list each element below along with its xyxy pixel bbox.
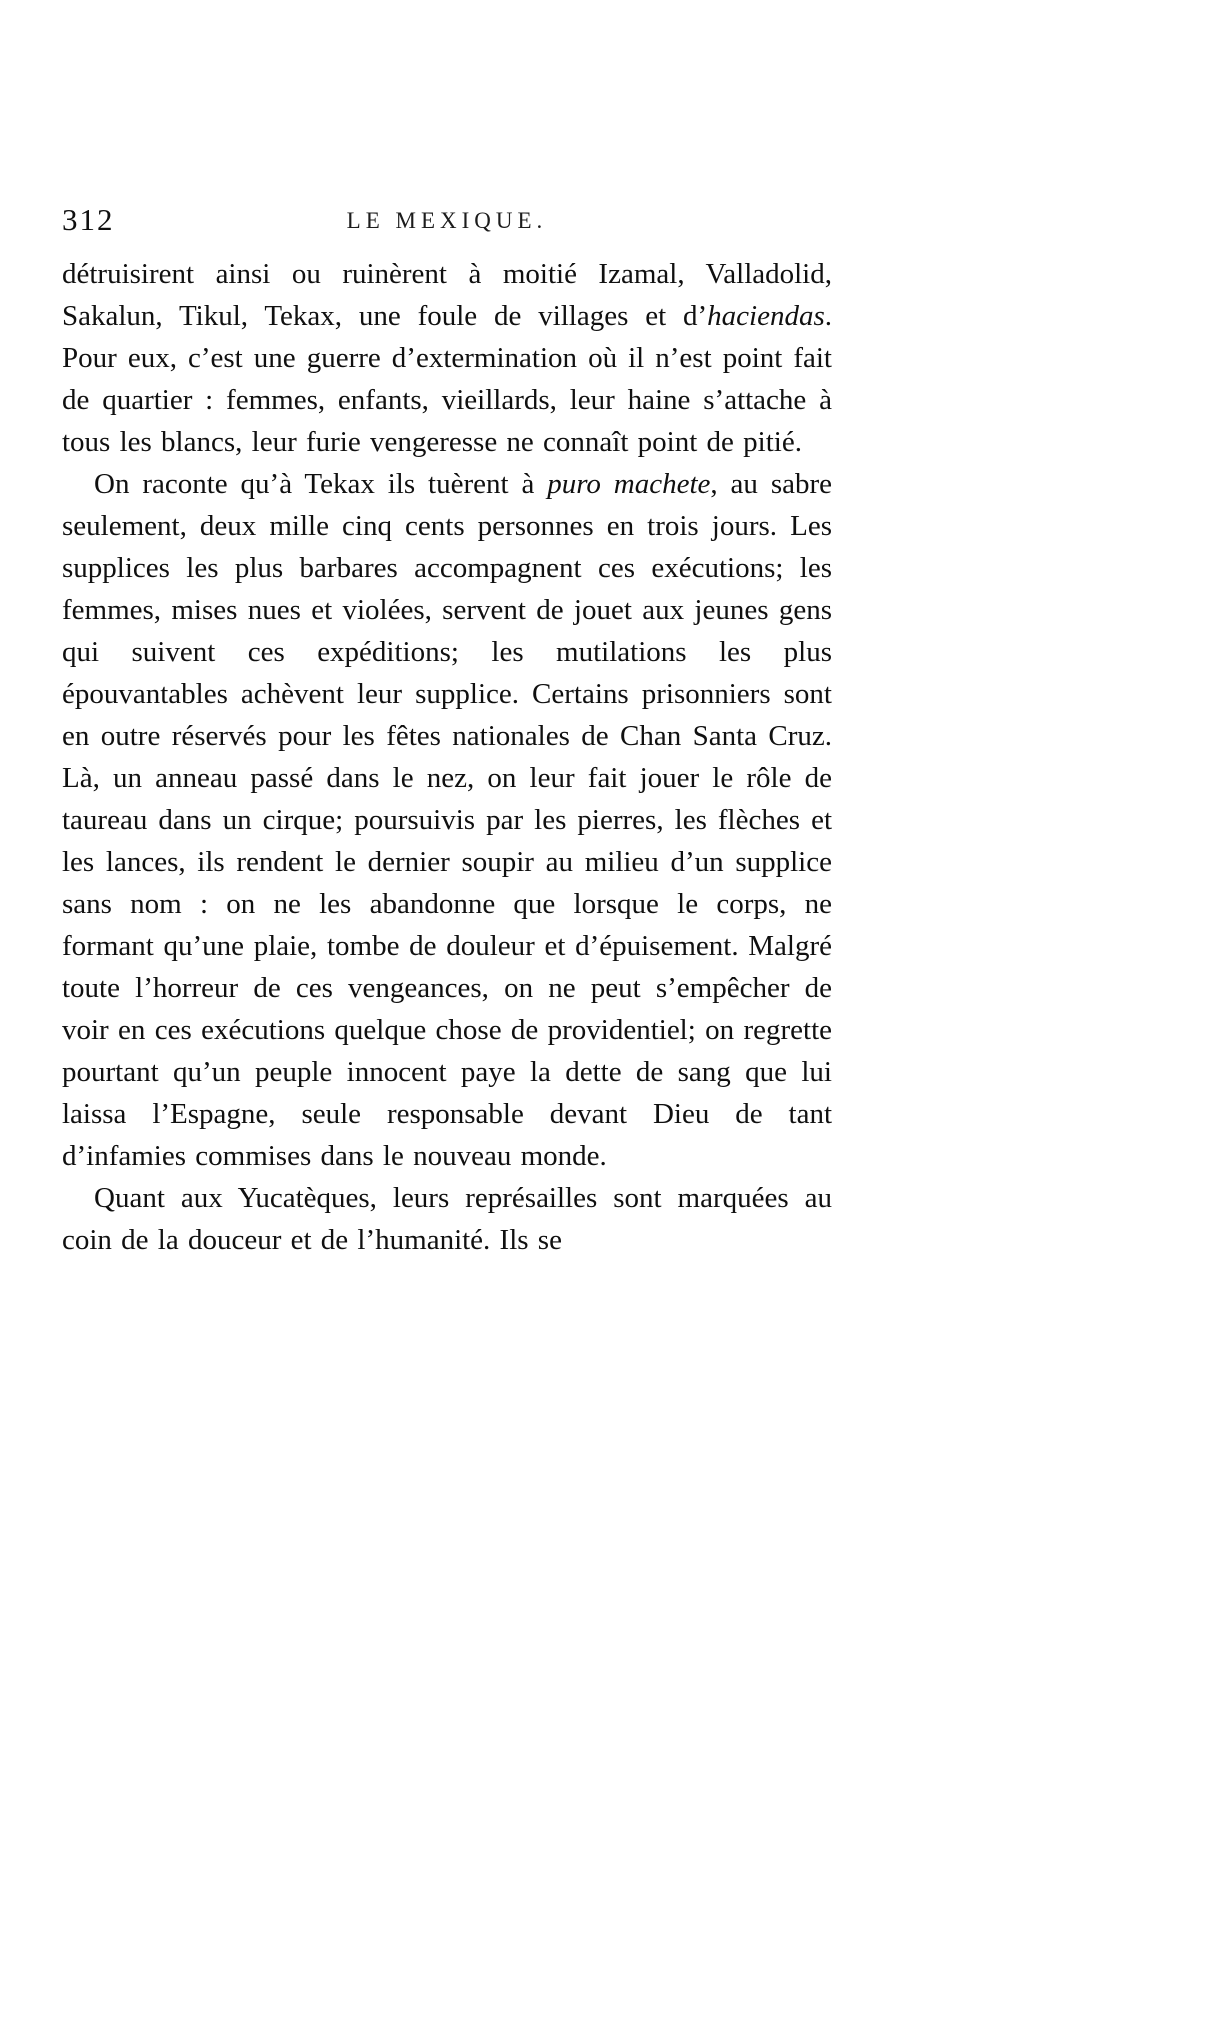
running-title: LE MEXIQUE. <box>346 208 548 233</box>
text-segment: On raconte qu’à Tekax ils tuèrent à <box>94 468 548 500</box>
italic-text: haciendas <box>707 300 825 332</box>
paragraph <box>62 1177 832 1261</box>
page-header <box>62 202 832 246</box>
text-segment: . Pour eux, c’est une guerre d’extermination où il n’est point fait de quartier : femmes, enfants, vieillards, leur haine s’attache à tous les blancs, leur furie vengeresse ne connaît point de pitié. <box>62 300 832 458</box>
page-number: 312 <box>62 202 115 237</box>
page-body <box>62 253 832 1261</box>
text-segment: Quant aux Yucatèques, leurs représailles sont marquées au coin de la douceur et de l’humanité. Ils se <box>62 1182 832 1256</box>
text-segment: détruisirent ainsi ou ruinèrent à moitié Izamal, Valladolid, Sakalun, Tikul, Tekax, une foule de villages et d’ <box>62 258 832 332</box>
text-segment: , au sabre seulement, deux mille cinq cents personnes en trois jours. Les supplices les plus barbares accompagnent ces exécutions; les femmes, mises nues et violées, servent de jouet aux jeunes gens qui suivent ces expéditions; les mutilations les plus épouvantables achèvent leur supplice. Certains prisonniers sont en outre réservés pour les fêtes nationales de Chan Santa Cruz. Là, un anneau passé dans le nez, on leur fait jouer le rôle de taureau dans un cirque; poursuivis par les pierres, les flèches et les lances, ils rendent le dernier soupir au milieu d’un supplice sans nom : on ne les abandonne que lorsque le corps, ne formant qu’une plaie, tombe de douleur et d’épuisement. Malgré toute l’horreur de ces vengeances, on ne peut s’empêcher de voir en ces exécutions quelque chose de providentiel; on regrette pourtant qu’un peuple innocent paye la dette de sang que lui laissa l’Espagne, seule responsable devant Dieu de tant d’infamies commises dans le nouveau monde. <box>62 468 833 1172</box>
italic-text: puro machete <box>547 468 711 500</box>
paragraph <box>62 253 832 463</box>
paragraph <box>62 463 832 1177</box>
